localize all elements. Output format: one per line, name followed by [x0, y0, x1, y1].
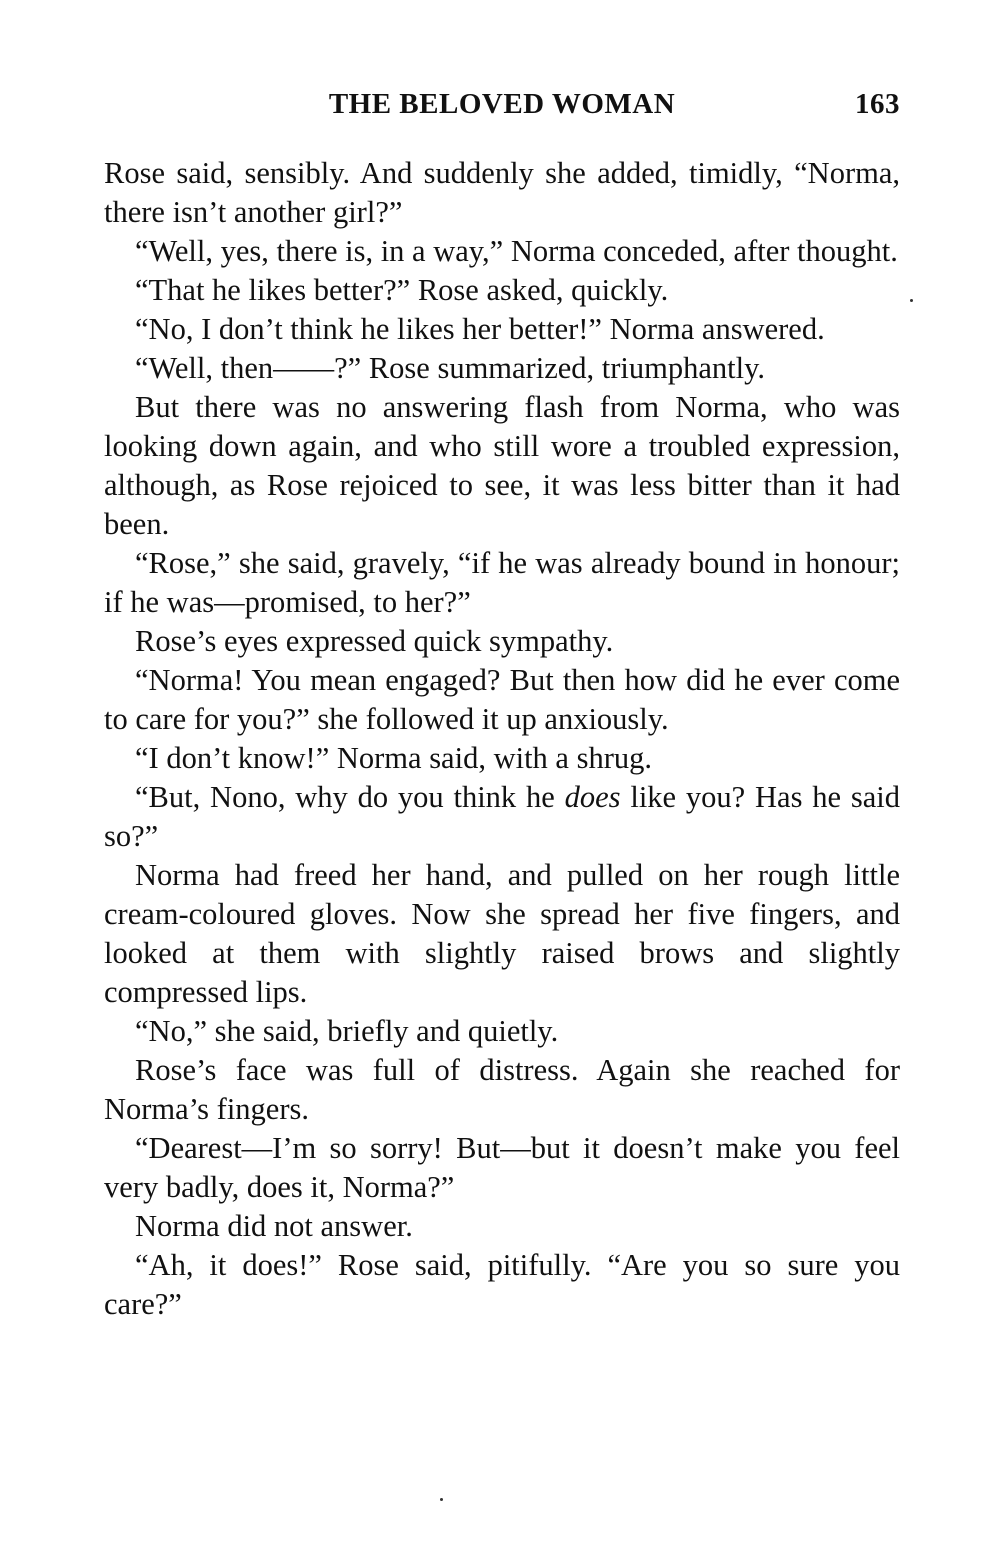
paragraph: Norma had freed her hand, and pulled on her rough little cream-coloured gloves. Now she spread her five fingers, and looked at them with slightly raised brows and slightly compressed lips.: [104, 858, 900, 1009]
paragraph: “I don’t know!” Norma said, with a shrug.: [135, 741, 652, 775]
paragraph-text: like you? Has he said so?”: [104, 780, 900, 853]
scan-speck: [440, 1498, 443, 1501]
emphasized-word: does: [564, 780, 621, 814]
paragraph: [104, 778, 900, 856]
paragraph: “That he likes better?” Rose asked, quickly.: [135, 273, 669, 307]
paragraph: “Norma! You mean engaged? But then how did he ever come to care for you?” she followed it up anxiously.: [104, 663, 900, 736]
paragraph: Rose’s eyes expressed quick sympathy.: [135, 624, 614, 658]
running-head: [104, 88, 900, 132]
scan-speck: [910, 299, 913, 302]
paragraph: “Ah, it does!” Rose said, pitifully. “Are you so sure you care?”: [104, 1248, 900, 1321]
paragraph: “No,” she said, briefly and quietly.: [135, 1014, 559, 1048]
paragraph: Rose’s face was full of distress. Again she reached for Norma’s fingers.: [104, 1053, 900, 1126]
book-page: [104, 88, 900, 1324]
paragraph: “Well, yes, there is, in a way,” Norma conceded, after thought.: [135, 234, 898, 268]
body-text: [104, 154, 900, 1324]
paragraph: “No, I don’t think he likes her better!” Norma answered.: [135, 312, 825, 346]
page-number: 163: [855, 88, 900, 120]
paragraph: “Well, then——?” Rose summarized, triumphantly.: [135, 351, 765, 385]
running-title: THE BELOVED WOMAN: [328, 88, 676, 120]
paragraph: But there was no answering flash from Norma, who was looking down again, and who still wore a troubled expression, although, as Rose rejoiced to see, it was less bitter than it had been.: [104, 390, 900, 541]
paragraph: Rose said, sensibly. And suddenly she added, timidly, “Norma, there isn’t another girl?”: [104, 156, 900, 229]
paragraph: “Rose,” she said, gravely, “if he was already bound in honour; if he was—promised, to her?”: [104, 546, 900, 619]
paragraph-text: “But, Nono, why do you think he: [135, 780, 565, 814]
paragraph: Norma did not answer.: [135, 1209, 413, 1243]
paragraph: “Dearest—I’m so sorry! But—but it doesn’t make you feel very badly, does it, Norma?”: [104, 1131, 900, 1204]
